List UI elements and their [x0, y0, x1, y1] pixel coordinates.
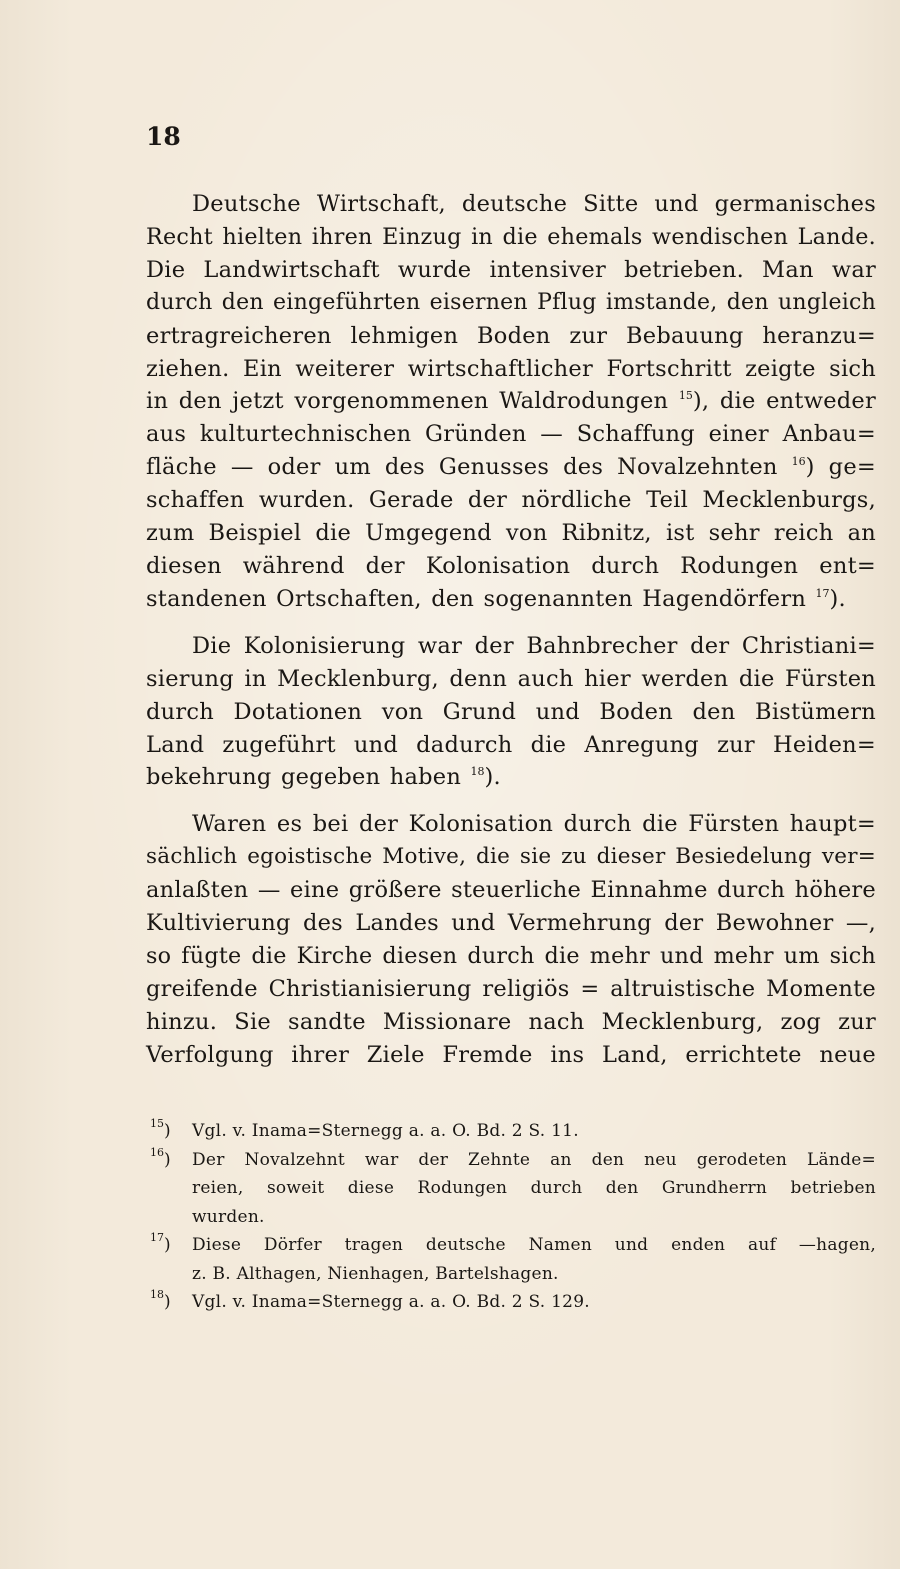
text-line-with-reference	[146, 583, 876, 616]
text-line: sierung in Mecklenburg, denn auch hier werden die Fürsten	[146, 665, 876, 692]
footnote-number-text: 18	[150, 1288, 164, 1301]
main-text	[146, 188, 876, 1072]
text-line: aus kulturtechnischen Gründen — Schaffung einer Anbau=	[146, 421, 876, 448]
text-line: hinzu. Sie sandte Missionare nach Mecklenburg, zog zur	[146, 1008, 876, 1035]
text-line: durch Dotationen von Grund und Boden den Bistümern	[146, 698, 876, 725]
text-line-with-reference	[146, 451, 876, 484]
footnote-reference[interactable]: 18	[470, 765, 485, 779]
text-line: durch den eingeführten eisernen Pflug imstande, den ungleich	[146, 289, 876, 315]
line-text: bekehrung gegeben haben	[146, 764, 462, 791]
line-text: fläche — oder um des Genusses des Novalzehnten	[146, 454, 778, 481]
footnote-number: $^{17}$)	[150, 1231, 171, 1255]
line-text: ) ge=	[805, 454, 876, 481]
text-line: anlaßten — eine größere steuerliche Einnahme durch höhere	[146, 877, 876, 904]
text-line: Land zugeführt und dadurch die Anregung zur Heiden=	[146, 731, 876, 758]
footnotes	[150, 1117, 876, 1317]
footnote-number-text: 16	[150, 1145, 164, 1159]
line-text: ).	[484, 764, 501, 791]
paragraph-3	[146, 808, 876, 1071]
footnote-text: reien, soweit diese Rodungen durch den Grundherrn betrieben	[192, 1178, 876, 1198]
footnote-number: $^{15}$)	[150, 1117, 171, 1141]
line-text: in den jetzt vorgenommenen Waldrodungen	[146, 388, 669, 415]
text-line-with-reference	[146, 761, 876, 794]
footnote-number-text: 17	[150, 1231, 164, 1244]
footnote-number-text: 15	[150, 1117, 164, 1130]
line-text: ), die entweder	[692, 388, 877, 415]
footnote-text: Vgl. v. Inama=Sternegg a. a. O. Bd. 2 S. 129.	[192, 1292, 590, 1312]
footnote-reference[interactable]: 17	[815, 586, 830, 600]
text-line-with-reference	[146, 385, 876, 418]
footnote-text: Der Novalzehnt war der Zehnte an den neu gerodeten Lände=	[192, 1149, 876, 1170]
line-text: standenen Ortschaften, den sogenannten Hagendörfern	[146, 585, 807, 612]
text-line: diesen während der Kolonisation durch Rodungen ent=	[146, 552, 876, 579]
footnote-reference[interactable]: 15	[678, 389, 693, 403]
footnote-text: Vgl. v. Inama=Sternegg a. a. O. Bd. 2 S. 11.	[192, 1121, 579, 1141]
text-line: Deutsche Wirtschaft, deutsche Sitte und germanisches	[192, 191, 876, 217]
text-line: Kultivierung des Landes und Vermehrung der Bewohner —,	[146, 910, 876, 937]
text-line: Die Landwirtschaft wurde intensiver betrieben. Man war	[146, 256, 876, 283]
text-line: Verfolgung ihrer Ziele Fremde ins Land, errichtete neue	[146, 1041, 876, 1068]
footnote-number: $^{18}$)	[150, 1288, 171, 1312]
text-line: Waren es bei der Kolonisation durch die Fürsten haupt=	[192, 811, 876, 838]
footnote-17	[150, 1231, 876, 1288]
text-line: ertragreicheren lehmigen Boden zur Bebauung heranzu=	[146, 322, 876, 349]
footnote-text: Diese Dörfer tragen deutsche Namen und enden auf —hagen,	[192, 1235, 876, 1255]
text-line: zum Beispiel die Umgegend von Ribnitz, ist sehr reich an	[146, 520, 876, 547]
paragraph-1	[146, 188, 876, 616]
footnote-text: z. B. Althagen, Nienhagen, Bartelshagen.	[192, 1263, 559, 1284]
text-line: greifende Christianisierung religiös = altruistische Momente	[146, 975, 876, 1002]
footnote-15	[150, 1117, 876, 1146]
footnote-number: $^{16}$)	[150, 1145, 171, 1170]
footnote-18	[150, 1288, 876, 1317]
paragraph-2	[146, 630, 876, 795]
footnote-reference[interactable]: 16	[791, 455, 806, 469]
text-line: so fügte die Kirche diesen durch die mehr und mehr um sich	[146, 942, 876, 969]
line-text: ).	[829, 585, 846, 612]
text-line: ziehen. Ein weiterer wirtschaftlicher Fortschritt zeigte sich	[146, 355, 876, 382]
text-line: schaffen wurden. Gerade der nördliche Teil Mecklenburgs,	[146, 487, 876, 514]
text-line: sächlich egoistische Motive, die sie zu dieser Besiedelung ver=	[146, 844, 876, 870]
footnote-16	[150, 1146, 876, 1232]
footnote-text: wurden.	[192, 1206, 265, 1227]
text-line: Die Kolonisierung war der Bahnbrecher der Christiani=	[192, 632, 876, 659]
page-number: 18	[146, 122, 181, 151]
text-line: Recht hielten ihren Einzug in die ehemals wendischen Lande.	[146, 223, 876, 250]
